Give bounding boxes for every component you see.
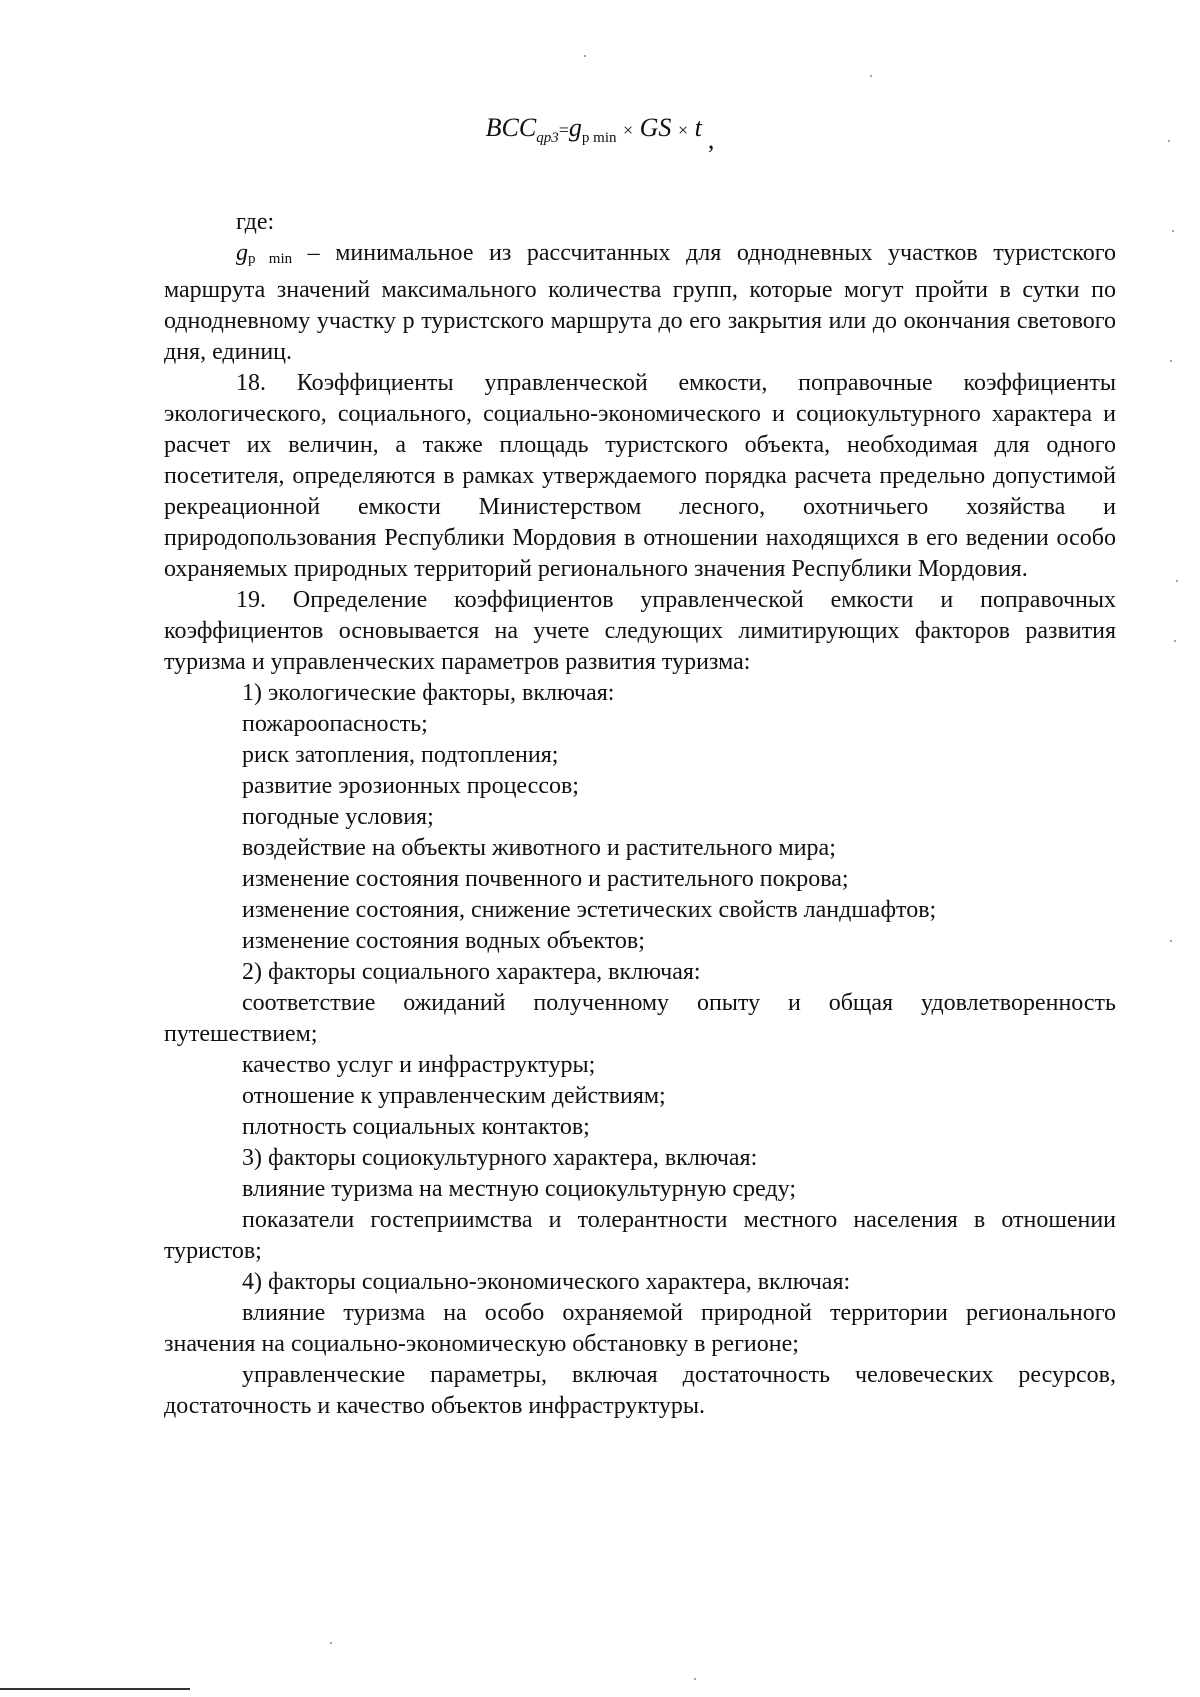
gmin-definition bbox=[164, 238, 1116, 368]
where-label: где: bbox=[236, 209, 275, 235]
factor-item: качество услуг и инфраструктуры; bbox=[242, 1052, 596, 1078]
factor-item: пожароопасность; bbox=[242, 711, 428, 737]
formula-times: × bbox=[623, 120, 634, 140]
factor-item: воздействие на объекты животного и растительного мира; bbox=[242, 835, 836, 861]
factor-item: показатели гостеприимства и толерантности местного населения в отношении туристов; bbox=[164, 1207, 1116, 1264]
formula-g: g bbox=[568, 113, 582, 142]
formula-times: × bbox=[677, 120, 689, 140]
scan-speck bbox=[330, 1642, 332, 1644]
formula bbox=[0, 112, 1200, 154]
factor-group-label: 1) экологические факторы, включая: bbox=[242, 680, 615, 706]
factor-group-label: 2) факторы социального характера, включая: bbox=[242, 959, 701, 985]
factor-item: риск затопления, подтопления; bbox=[242, 742, 559, 768]
scan-speck bbox=[1170, 940, 1172, 942]
gmin-symbol-subscript: p min bbox=[248, 251, 293, 267]
scan-speck bbox=[694, 1678, 696, 1680]
scan-speck bbox=[870, 75, 872, 77]
formula-lhs-subscript: qp3 bbox=[536, 130, 559, 147]
formula-g-subscript: p min bbox=[581, 130, 617, 147]
factor-group-label: 4) факторы социально-экономического характера, включая: bbox=[242, 1269, 851, 1295]
factor-item: изменение состояния, снижение эстетических свойств ландшафтов; bbox=[242, 897, 937, 923]
scan-speck bbox=[1168, 140, 1170, 142]
factor-item: погодные условия; bbox=[242, 804, 434, 830]
factor-item: влияние туризма на местную социокультурную среду; bbox=[242, 1176, 797, 1202]
factor-item: управленческие параметры, включая достаточность человеческих ресурсов, достаточность и качество объектов инфраструктуры. bbox=[164, 1362, 1116, 1419]
gmin-definition-first-line: – минимальное из рассчитанных для однодневных участков bbox=[292, 240, 978, 266]
scan-speck bbox=[1176, 580, 1178, 582]
scan-speck bbox=[1170, 360, 1172, 362]
factor-group-label: 3) факторы социокультурного характера, включая: bbox=[242, 1145, 758, 1171]
factor-item: соответствие ожиданий полученному опыту и общая удовлетворенность путешествием; bbox=[164, 990, 1116, 1047]
factor-item: отношение к управленческим действиям; bbox=[242, 1083, 666, 1109]
factor-item: развитие эрозионных процессов; bbox=[242, 773, 579, 799]
factor-item: влияние туризма на особо охраняемой природной территории регионального значения на социально-экономическую обстановку в регионе; bbox=[164, 1300, 1116, 1357]
factor-item: плотность социальных контактов; bbox=[242, 1114, 590, 1140]
scan-speck bbox=[1174, 640, 1176, 642]
formula-gs: GS bbox=[639, 113, 672, 142]
scan-speck bbox=[1172, 230, 1174, 232]
paragraph-19: 19. Определение коэффициентов управленческой емкости и поправочных коэффициентов основывается на учете следующих лимитирующих факторов развития туризма и управленческих параметров развития туризма: bbox=[164, 587, 1116, 675]
formula-comma: , bbox=[707, 125, 715, 154]
document-body bbox=[164, 207, 1116, 1422]
formula-t: t bbox=[694, 113, 702, 142]
formula-equals: = bbox=[558, 120, 569, 140]
scan-speck bbox=[584, 55, 586, 57]
formula-lhs: BCC bbox=[485, 113, 537, 142]
factor-item: изменение состояния водных объектов; bbox=[242, 928, 645, 954]
paragraph-18: 18. Коэффициенты управленческой емкости, поправочные коэффициенты экологического, социального, социально-экономического и социокультурного характера и расчет их величин, а также площадь туристского объекта, необходимая для одного посетителя, определяются в рамках утверждаемого порядка расчета предельно допустимой рекреационной емкости Министерством лесного, охотничьего хозяйства и природопользования Республики Мордовия в отношении находящихся в его ведении особо охраняемых природных территорий регионального значения Республики Мордовия. bbox=[164, 370, 1116, 582]
footer-rule bbox=[0, 1688, 190, 1690]
factor-item: изменение состояния почвенного и растительного покрова; bbox=[242, 866, 849, 892]
gmin-definition-continuation: туристского маршрута значений максимального количества групп, которые могут пройти в сутки по однодневному участку р туристского маршрута до его закрытия или до окончания светового дня, единиц. bbox=[164, 240, 1116, 365]
gmin-symbol: g bbox=[236, 240, 248, 266]
